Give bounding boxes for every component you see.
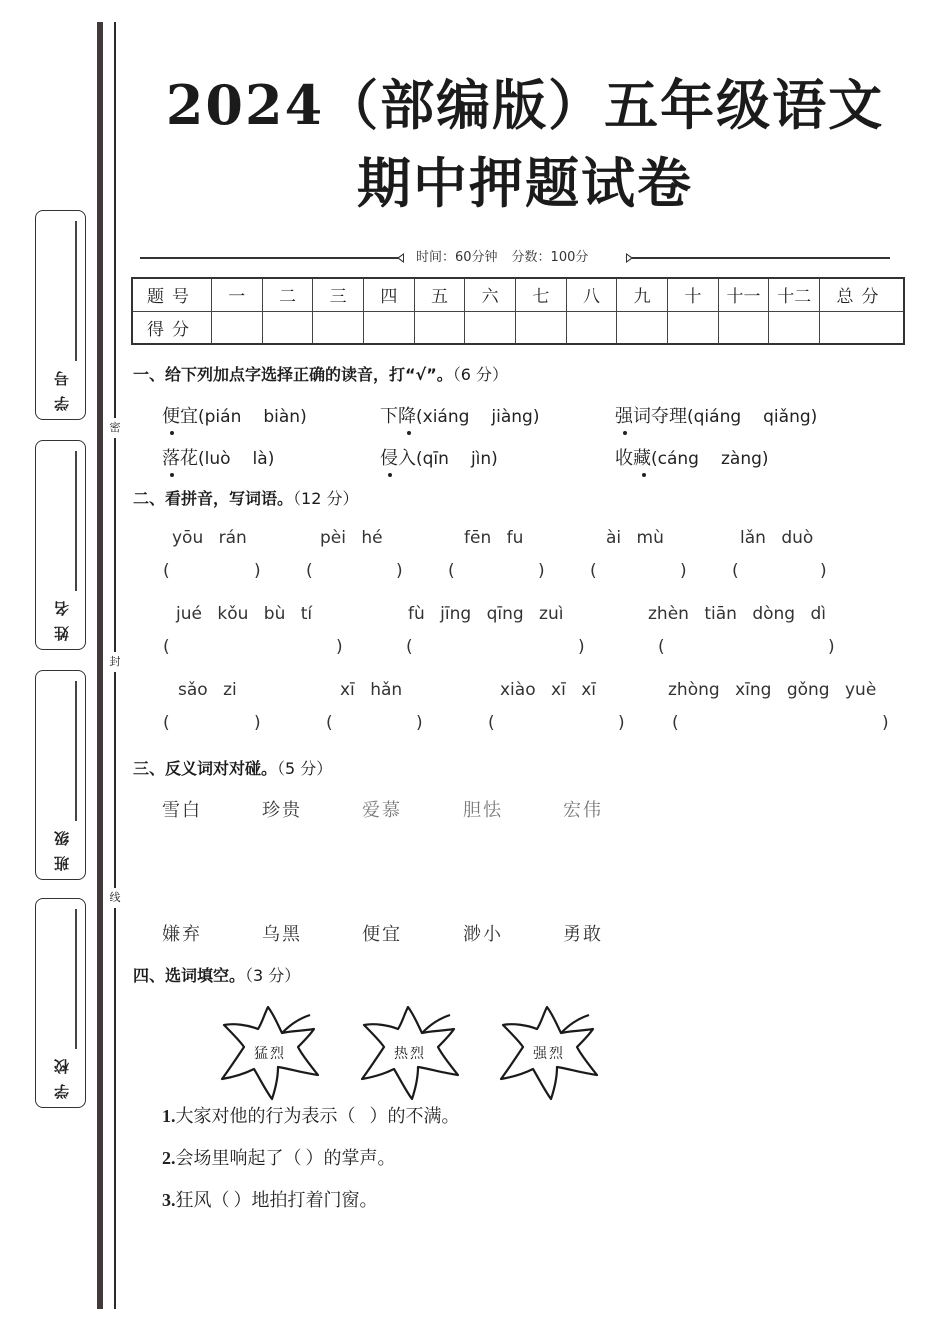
answer-blank-open[interactable]: ( [163, 637, 170, 657]
answer-blank-close: ) [578, 637, 585, 657]
answer-blank-open[interactable]: ( [326, 713, 333, 733]
pinyin-prompt: pèi hé [320, 528, 383, 548]
antonym-word-top[interactable]: 胆怯 [463, 800, 503, 821]
pinyin-option[interactable]: qiáng [693, 407, 742, 427]
emphasis-dot-icon [407, 431, 411, 435]
student-id-write-line [75, 221, 77, 361]
score-cell-6[interactable] [465, 311, 516, 344]
total-label: 总分 [820, 278, 904, 311]
pinyin-prompt: fù jīng qīng zuì [408, 604, 564, 624]
student-name-field[interactable] [35, 440, 86, 650]
pinyin-option[interactable]: xiáng [422, 407, 470, 427]
exam-title-line2: 期中押题试卷 [357, 151, 693, 215]
pronunciation-item: 下降 (xiáng jiàng) [380, 402, 540, 428]
pinyin-prompt: yōu rán [172, 528, 247, 548]
answer-blank-open[interactable]: ( [488, 713, 495, 733]
col-5: 五 [414, 278, 465, 311]
student-id-field[interactable] [35, 210, 86, 420]
triangle-left-icon [397, 253, 404, 263]
student-id-label: 学号 [53, 361, 71, 411]
seal-mark-xian: 线 [106, 888, 124, 908]
class-label: 班级 [53, 821, 71, 871]
score-cell-5[interactable] [414, 311, 465, 344]
leaf-word: 猛烈 [254, 1046, 286, 1062]
pinyin-prompt: jué kǒu bù tí [176, 604, 313, 624]
pronunciation-item: 强词夺理 (qiáng qiǎng) [615, 402, 817, 428]
pinyin-option[interactable]: luò [204, 449, 231, 469]
section4-title: 四、选词填空。（3 分） [133, 966, 301, 985]
score-cell-4[interactable] [363, 311, 414, 344]
student-name-label: 姓名 [53, 591, 71, 641]
emphasis-dot-icon [623, 431, 627, 435]
pinyin-option[interactable]: qiǎng [763, 407, 811, 427]
pronunciation-item: 侵入 (qīn jìn) [380, 444, 498, 470]
class-write-line [75, 681, 77, 821]
score-cell-7[interactable] [516, 311, 567, 344]
emphasis-dot-icon [642, 473, 646, 477]
answer-blank-open[interactable]: ( [732, 561, 739, 581]
score-cell-9[interactable] [617, 311, 668, 344]
answer-blank-close: ) [254, 713, 261, 733]
pinyin-prompt: zhòng xīng gǒng yuè [668, 680, 877, 700]
meta-rule-left [140, 257, 398, 259]
pinyin-prompt: xī hǎn [340, 680, 403, 700]
col-7: 七 [516, 278, 567, 311]
answer-blank-close: ) [680, 561, 687, 581]
score-cell-10[interactable] [668, 311, 719, 344]
exam-title-line1: 2024（部编版）五年级语文 [165, 73, 885, 137]
section3-title: 三、反义词对对碰。（5 分） [133, 759, 333, 778]
score-cell-total[interactable] [820, 311, 904, 344]
pinyin-prompt: zhèn tiān dòng dì [648, 604, 826, 624]
antonym-word-top[interactable]: 爱慕 [362, 800, 402, 821]
score-cell-3[interactable] [313, 311, 364, 344]
pronunciation-item: 便宜 (pián biàn) [162, 402, 307, 428]
answer-blank-open[interactable]: ( [306, 561, 313, 581]
emphasis-dot-icon [388, 473, 392, 477]
answer-blank-close: ) [828, 637, 835, 657]
answer-blank-open[interactable]: ( [406, 637, 413, 657]
emphasis-dot-icon [170, 431, 174, 435]
antonym-word-bottom[interactable]: 便宜 [362, 924, 402, 945]
class-field[interactable] [35, 670, 86, 880]
answer-blank-close: ) [618, 713, 625, 733]
answer-blank-close: ) [396, 561, 403, 581]
score-label: 得分 [132, 311, 211, 344]
col-11: 十一 [718, 278, 769, 311]
col-4: 四 [363, 278, 414, 311]
answer-blank-open[interactable]: ( [672, 713, 679, 733]
answer-blank-open[interactable]: ( [658, 637, 665, 657]
pinyin-option[interactable]: jìn [470, 449, 492, 469]
col-9: 九 [617, 278, 668, 311]
antonym-word-bottom[interactable]: 乌黑 [262, 924, 302, 945]
col-12: 十二 [769, 278, 820, 311]
section1-title: 一、给下列加点字选择正确的读音，打“√”。（6 分） [133, 365, 508, 384]
score-cell-8[interactable] [566, 311, 617, 344]
fill-sentence-1: 1.大家对他的行为表示（ ）的不满。 [162, 1106, 460, 1127]
col-1: 一 [211, 278, 262, 311]
score-table-score-row [132, 311, 904, 344]
pinyin-option[interactable]: jiàng [491, 407, 533, 427]
pinyin-option[interactable]: qīn [422, 449, 449, 469]
antonym-word-bottom[interactable]: 勇敢 [563, 924, 603, 945]
antonym-word-top[interactable]: 雪白 [162, 800, 202, 821]
fill-sentence-3: 3.狂风（ ）地拍打着门窗。 [162, 1190, 378, 1211]
score-cell-2[interactable] [262, 311, 313, 344]
col-3: 三 [313, 278, 364, 311]
seal-mark-mi: 密 [106, 418, 124, 438]
pinyin-option[interactable]: zàng [720, 449, 762, 469]
pinyin-option[interactable]: biàn [263, 407, 301, 427]
score-cell-12[interactable] [769, 311, 820, 344]
student-name-write-line [75, 451, 77, 591]
fill-sentence-2: 2.会场里响起了（ ）的掌声。 [162, 1148, 396, 1169]
pinyin-option[interactable]: là [252, 449, 268, 469]
pinyin-prompt: ài mù [606, 528, 664, 548]
answer-blank-open[interactable]: ( [163, 561, 170, 581]
pinyin-option[interactable]: pián [204, 407, 242, 427]
exam-meta [140, 248, 890, 268]
exam-total-score: 分数：100分 [511, 250, 589, 265]
antonym-word-top[interactable]: 珍贵 [262, 800, 302, 821]
antonym-word-top[interactable]: 宏伟 [563, 800, 603, 821]
answer-blank-close: ) [882, 713, 889, 733]
word-leaf [358, 1003, 468, 1103]
col-6: 六 [465, 278, 516, 311]
question-number-label: 题号 [132, 278, 211, 311]
school-field[interactable] [35, 898, 86, 1108]
answer-blank-close: ) [254, 561, 261, 581]
col-8: 八 [566, 278, 617, 311]
meta-rule-right [632, 257, 890, 259]
answer-blank-open[interactable]: ( [163, 713, 170, 733]
score-table [131, 277, 905, 345]
leaf-word: 强烈 [533, 1046, 565, 1062]
score-cell-1[interactable] [211, 311, 262, 344]
emphasis-dot-icon [170, 473, 174, 477]
answer-blank-open[interactable]: ( [590, 561, 597, 581]
antonym-word-bottom[interactable]: 嫌弃 [162, 924, 202, 945]
col-10: 十 [668, 278, 719, 311]
answer-blank-close: ) [820, 561, 827, 581]
answer-blank-open[interactable]: ( [448, 561, 455, 581]
answer-blank-close: ) [538, 561, 545, 581]
score-table-header-row [132, 278, 904, 311]
col-2: 二 [262, 278, 313, 311]
word-leaf [497, 1003, 607, 1103]
answer-blank-close: ) [416, 713, 423, 733]
leaf-word: 热烈 [394, 1046, 426, 1062]
score-cell-11[interactable] [718, 311, 769, 344]
pinyin-prompt: lǎn duò [740, 528, 814, 548]
seal-mark-feng: 封 [106, 652, 124, 672]
antonym-word-bottom[interactable]: 渺小 [463, 924, 503, 945]
section2-title: 二、看拼音，写词语。（12 分） [133, 489, 359, 508]
binding-thick-rule [97, 22, 103, 1309]
pinyin-prompt: sǎo zi [178, 680, 237, 700]
pronunciation-item: 落花 (luò là) [162, 444, 274, 470]
pinyin-option[interactable]: cáng [657, 449, 699, 469]
answer-blank-close: ) [336, 637, 343, 657]
word-leaf [218, 1003, 328, 1103]
school-label: 学校 [53, 1049, 71, 1099]
pronunciation-item: 收藏 (cáng zàng) [615, 444, 769, 470]
exam-time: 时间：60分钟 [416, 250, 498, 265]
pinyin-prompt: xiào xī xī [500, 680, 596, 700]
school-write-line [75, 909, 77, 1049]
pinyin-prompt: fēn fu [464, 528, 524, 548]
